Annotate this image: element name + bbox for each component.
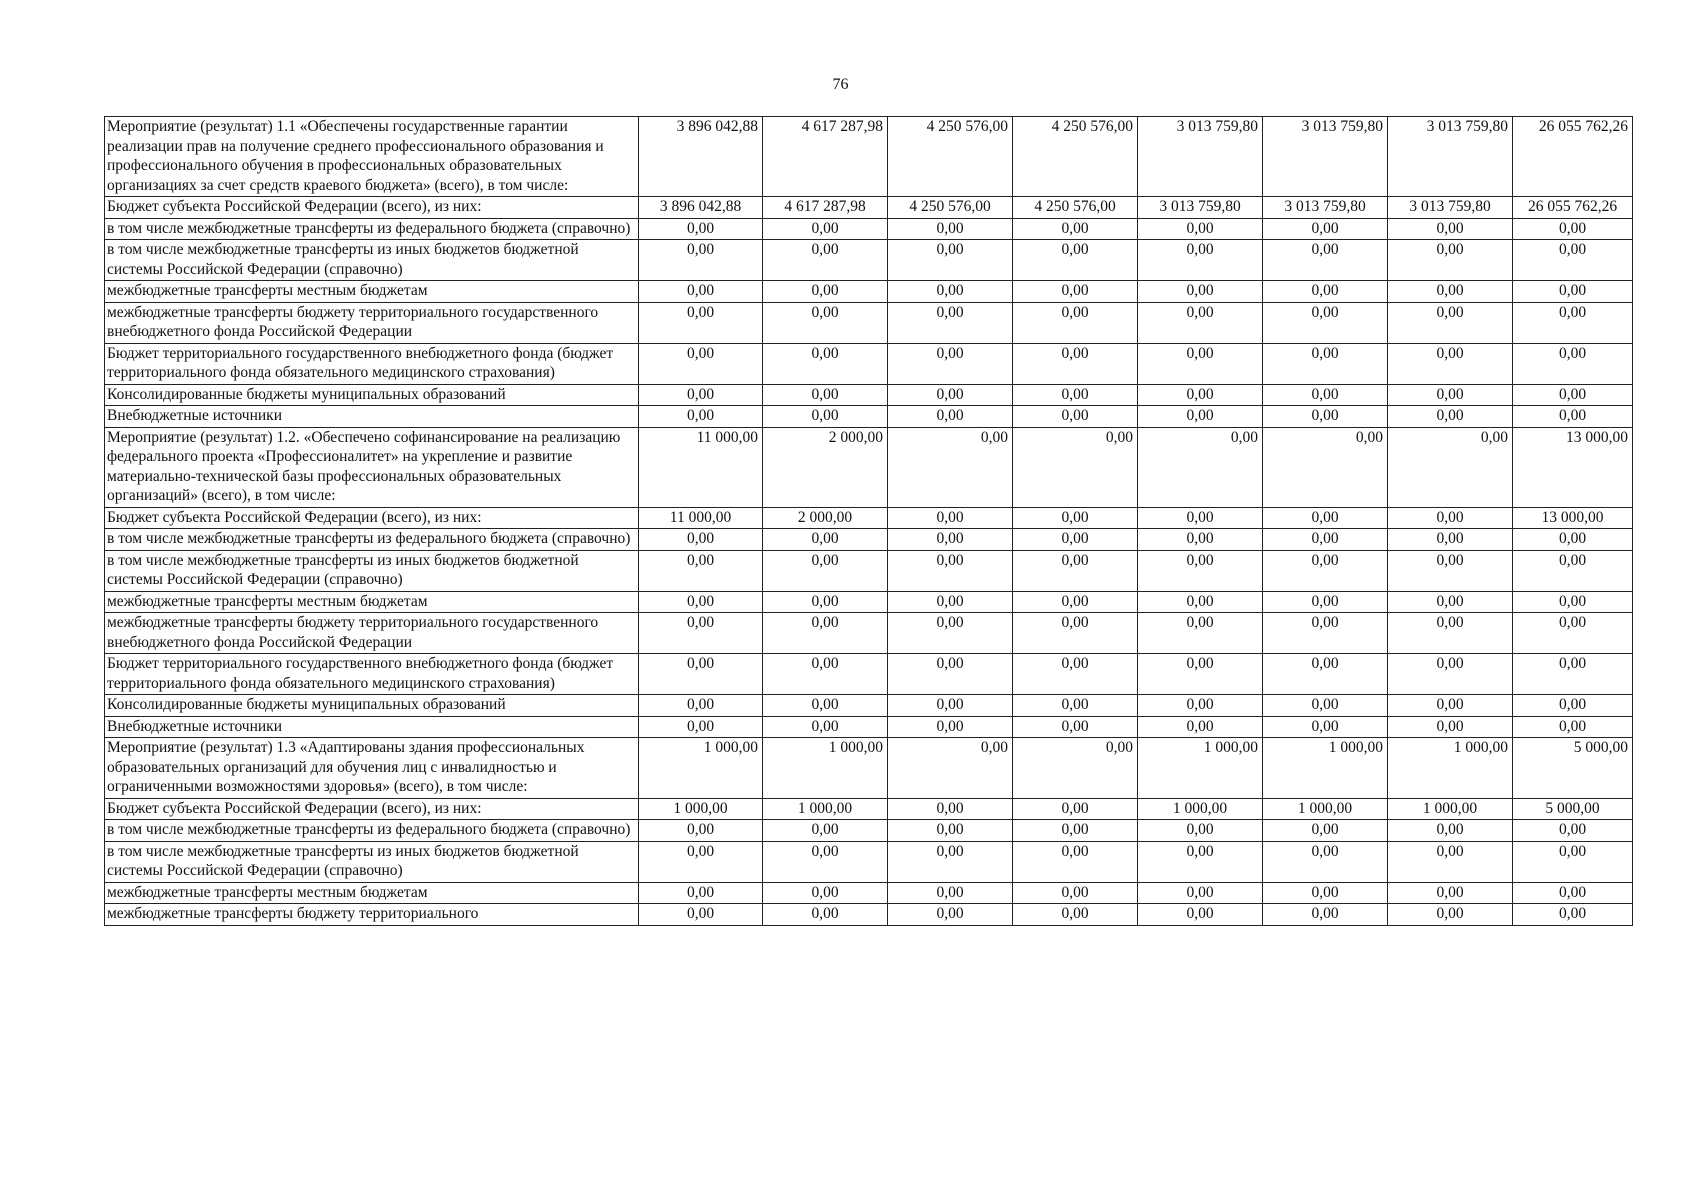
value-cell: 0,00 [763,820,888,842]
value-cell: 0,00 [888,550,1013,591]
value-cell: 0,00 [888,820,1013,842]
total-cell: 5 000,00 [1513,798,1633,820]
row-label: межбюджетные трансферты местным бюджетам [105,882,639,904]
value-cell: 0,00 [1013,591,1138,613]
value-cell: 0,00 [763,302,888,343]
row-label: Внебюджетные источники [105,406,639,428]
value-cell: 4 250 576,00 [1013,197,1138,219]
row-label: межбюджетные трансферты бюджету территориального государственного внебюджетного фонда Российской Федерации [105,613,639,654]
total-cell: 0,00 [1513,820,1633,842]
total-cell: 0,00 [1513,529,1633,551]
value-cell: 0,00 [1263,716,1388,738]
value-cell: 4 250 576,00 [1013,117,1138,197]
value-cell: 0,00 [1013,281,1138,303]
total-cell: 0,00 [1513,550,1633,591]
value-cell: 0,00 [1013,384,1138,406]
row-label: Внебюджетные источники [105,716,639,738]
total-cell: 26 055 762,26 [1513,117,1633,197]
value-cell: 3 896 042,88 [639,197,763,219]
value-cell: 0,00 [888,841,1013,882]
value-cell: 0,00 [1013,820,1138,842]
value-cell: 0,00 [888,240,1013,281]
value-cell: 0,00 [1138,820,1263,842]
value-cell: 1 000,00 [1263,798,1388,820]
value-cell: 1 000,00 [763,738,888,799]
source-row [105,820,1633,842]
row-label: в том числе межбюджетные трансферты из иных бюджетов бюджетной системы Российской Федерации (справочно) [105,240,639,281]
value-cell: 0,00 [1013,738,1138,799]
value-cell: 0,00 [1138,613,1263,654]
source-row [105,695,1633,717]
total-cell: 0,00 [1513,695,1633,717]
value-cell: 0,00 [639,240,763,281]
value-cell: 0,00 [888,654,1013,695]
value-cell: 1 000,00 [1388,738,1513,799]
value-cell: 0,00 [1013,695,1138,717]
value-cell: 0,00 [763,654,888,695]
value-cell: 0,00 [1138,550,1263,591]
table-body [105,117,1633,926]
value-cell: 0,00 [1263,841,1388,882]
source-row [105,197,1633,219]
value-cell: 0,00 [1138,343,1263,384]
row-label: Консолидированные бюджеты муниципальных образований [105,695,639,717]
value-cell: 3 013 759,80 [1388,197,1513,219]
row-label: в том числе межбюджетные трансферты из федерального бюджета (справочно) [105,529,639,551]
value-cell: 0,00 [639,654,763,695]
total-cell: 0,00 [1513,841,1633,882]
value-cell: 0,00 [1263,406,1388,428]
total-cell: 0,00 [1513,343,1633,384]
value-cell: 0,00 [1263,240,1388,281]
value-cell: 0,00 [1388,591,1513,613]
row-label: Бюджет субъекта Российской Федерации (всего), из них: [105,197,639,219]
value-cell: 0,00 [1013,613,1138,654]
value-cell: 4 617 287,98 [763,197,888,219]
value-cell: 0,00 [1013,529,1138,551]
source-row [105,841,1633,882]
value-cell: 11 000,00 [639,427,763,507]
value-cell: 0,00 [888,529,1013,551]
value-cell: 0,00 [639,695,763,717]
value-cell: 0,00 [1388,406,1513,428]
value-cell: 0,00 [1263,343,1388,384]
source-row [105,406,1633,428]
value-cell: 0,00 [1388,343,1513,384]
value-cell: 0,00 [1138,904,1263,926]
value-cell: 0,00 [639,882,763,904]
value-cell: 0,00 [888,281,1013,303]
value-cell: 0,00 [1013,841,1138,882]
value-cell: 0,00 [1263,218,1388,240]
value-cell: 0,00 [1388,841,1513,882]
value-cell: 0,00 [763,218,888,240]
value-cell: 0,00 [1263,654,1388,695]
value-cell: 0,00 [639,550,763,591]
source-row [105,550,1633,591]
value-cell: 0,00 [1388,384,1513,406]
value-cell: 0,00 [763,695,888,717]
total-cell: 0,00 [1513,654,1633,695]
value-cell: 0,00 [1013,507,1138,529]
row-label: Бюджет субъекта Российской Федерации (всего), из них: [105,798,639,820]
total-cell: 13 000,00 [1513,427,1633,507]
value-cell: 0,00 [1138,716,1263,738]
value-cell: 0,00 [1138,281,1263,303]
value-cell: 0,00 [1263,529,1388,551]
row-label: Мероприятие (результат) 1.3 «Адаптированы здания профессиональных образовательных организаций для обучения лиц с инвалидностью и ограниченными возможностями здоровья» (всего), в том числе: [105,738,639,799]
row-label: Мероприятие (результат) 1.2. «Обеспечено софинансирование на реализацию федерального проекта «Профессионалитет» на укрепление и развитие материально-технической базы профессиональных образовательных организаций» (всего), в том числе: [105,427,639,507]
value-cell: 0,00 [1013,550,1138,591]
value-cell: 0,00 [1013,218,1138,240]
source-row [105,882,1633,904]
value-cell: 0,00 [639,613,763,654]
value-cell: 4 250 576,00 [888,197,1013,219]
value-cell: 1 000,00 [1138,798,1263,820]
value-cell: 0,00 [639,384,763,406]
value-cell: 0,00 [1138,591,1263,613]
value-cell: 0,00 [1388,550,1513,591]
value-cell: 0,00 [763,240,888,281]
value-cell: 0,00 [1013,798,1138,820]
value-cell: 0,00 [1138,427,1263,507]
value-cell: 0,00 [888,613,1013,654]
value-cell: 1 000,00 [639,798,763,820]
row-label: межбюджетные трансферты бюджету территориального [105,904,639,926]
value-cell: 0,00 [1388,613,1513,654]
value-cell: 0,00 [763,882,888,904]
value-cell: 0,00 [1263,591,1388,613]
value-cell: 3 013 759,80 [1388,117,1513,197]
value-cell: 0,00 [1388,240,1513,281]
total-cell: 13 000,00 [1513,507,1633,529]
value-cell: 3 013 759,80 [1138,117,1263,197]
value-cell: 0,00 [888,738,1013,799]
value-cell: 0,00 [1388,695,1513,717]
value-cell: 0,00 [1138,841,1263,882]
value-cell: 0,00 [888,882,1013,904]
row-label: межбюджетные трансферты местным бюджетам [105,281,639,303]
value-cell: 0,00 [1388,218,1513,240]
value-cell: 0,00 [1013,302,1138,343]
value-cell: 0,00 [1388,820,1513,842]
value-cell: 0,00 [1388,716,1513,738]
value-cell: 0,00 [888,798,1013,820]
value-cell: 0,00 [639,841,763,882]
row-label: межбюджетные трансферты местным бюджетам [105,591,639,613]
row-label: Бюджет субъекта Российской Федерации (всего), из них: [105,507,639,529]
row-label: межбюджетные трансферты бюджету территориального государственного внебюджетного фонда Российской Федерации [105,302,639,343]
value-cell: 0,00 [1013,406,1138,428]
row-label: Мероприятие (результат) 1.1 «Обеспечены государственные гарантии реализации прав на получение среднего профессионального образования и профессионального обучения в профессиональных образовательных организациях за счет средств краевого бюджета» (всего), в том числе: [105,117,639,197]
activity-row [105,117,1633,197]
total-cell: 5 000,00 [1513,738,1633,799]
source-row [105,613,1633,654]
value-cell: 0,00 [1388,529,1513,551]
value-cell: 1 000,00 [1263,738,1388,799]
source-row [105,302,1633,343]
value-cell: 0,00 [639,529,763,551]
source-row [105,716,1633,738]
value-cell: 0,00 [639,343,763,384]
value-cell: 0,00 [763,550,888,591]
total-cell: 0,00 [1513,613,1633,654]
total-cell: 0,00 [1513,240,1633,281]
value-cell: 0,00 [639,302,763,343]
value-cell: 3 013 759,80 [1138,197,1263,219]
value-cell: 0,00 [1388,281,1513,303]
activity-row [105,738,1633,799]
value-cell: 0,00 [1013,427,1138,507]
value-cell: 1 000,00 [1388,798,1513,820]
value-cell: 0,00 [1013,240,1138,281]
value-cell: 1 000,00 [1138,738,1263,799]
value-cell: 0,00 [888,343,1013,384]
source-row [105,904,1633,926]
value-cell: 0,00 [639,820,763,842]
total-cell: 0,00 [1513,384,1633,406]
value-cell: 0,00 [1013,716,1138,738]
total-cell: 0,00 [1513,904,1633,926]
value-cell: 0,00 [763,613,888,654]
value-cell: 0,00 [1138,654,1263,695]
value-cell: 0,00 [1138,302,1263,343]
value-cell: 0,00 [763,529,888,551]
value-cell: 0,00 [1013,343,1138,384]
value-cell: 0,00 [888,218,1013,240]
value-cell: 0,00 [639,904,763,926]
value-cell: 0,00 [1263,820,1388,842]
value-cell: 0,00 [1388,904,1513,926]
value-cell: 0,00 [888,507,1013,529]
value-cell: 0,00 [639,406,763,428]
value-cell: 0,00 [763,904,888,926]
value-cell: 0,00 [1263,550,1388,591]
page-number: 76 [832,76,849,93]
source-row [105,240,1633,281]
source-row [105,798,1633,820]
value-cell: 0,00 [1013,882,1138,904]
value-cell: 0,00 [763,591,888,613]
value-cell: 3 013 759,80 [1263,117,1388,197]
total-cell: 0,00 [1513,882,1633,904]
value-cell: 1 000,00 [763,798,888,820]
value-cell: 0,00 [1263,281,1388,303]
value-cell: 0,00 [1263,613,1388,654]
value-cell: 0,00 [1013,654,1138,695]
total-cell: 0,00 [1513,302,1633,343]
value-cell: 0,00 [1388,654,1513,695]
total-cell: 0,00 [1513,591,1633,613]
source-row [105,281,1633,303]
value-cell: 0,00 [1263,695,1388,717]
row-label: в том числе межбюджетные трансферты из иных бюджетов бюджетной системы Российской Федерации (справочно) [105,550,639,591]
budget-table [104,116,1633,926]
value-cell: 0,00 [888,695,1013,717]
total-cell: 0,00 [1513,218,1633,240]
value-cell: 0,00 [639,716,763,738]
value-cell: 0,00 [763,384,888,406]
value-cell: 0,00 [1138,695,1263,717]
value-cell: 4 250 576,00 [888,117,1013,197]
value-cell: 0,00 [1388,427,1513,507]
value-cell: 0,00 [888,302,1013,343]
value-cell: 0,00 [763,716,888,738]
value-cell: 0,00 [888,384,1013,406]
row-label: в том числе межбюджетные трансферты из федерального бюджета (справочно) [105,218,639,240]
total-cell: 26 055 762,26 [1513,197,1633,219]
source-row [105,343,1633,384]
value-cell: 2 000,00 [763,507,888,529]
value-cell: 0,00 [888,591,1013,613]
total-cell: 0,00 [1513,406,1633,428]
value-cell: 4 617 287,98 [763,117,888,197]
value-cell: 0,00 [1263,882,1388,904]
source-row [105,529,1633,551]
value-cell: 0,00 [639,281,763,303]
total-cell: 0,00 [1513,281,1633,303]
value-cell: 0,00 [1138,507,1263,529]
value-cell: 0,00 [763,841,888,882]
value-cell: 0,00 [888,427,1013,507]
value-cell: 0,00 [888,904,1013,926]
row-label: в том числе межбюджетные трансферты из иных бюджетов бюджетной системы Российской Федерации (справочно) [105,841,639,882]
value-cell: 0,00 [1388,882,1513,904]
source-row [105,654,1633,695]
source-row [105,218,1633,240]
value-cell: 0,00 [888,716,1013,738]
value-cell: 0,00 [1263,507,1388,529]
source-row [105,591,1633,613]
value-cell: 0,00 [1388,302,1513,343]
source-row [105,384,1633,406]
value-cell: 0,00 [1138,406,1263,428]
value-cell: 0,00 [1263,302,1388,343]
value-cell: 0,00 [1388,507,1513,529]
total-cell: 0,00 [1513,716,1633,738]
value-cell: 0,00 [1263,427,1388,507]
value-cell: 0,00 [1138,529,1263,551]
value-cell: 0,00 [1263,384,1388,406]
value-cell: 0,00 [763,281,888,303]
activity-row [105,427,1633,507]
source-row [105,507,1633,529]
value-cell: 0,00 [639,218,763,240]
value-cell: 0,00 [1263,904,1388,926]
value-cell: 0,00 [1138,882,1263,904]
value-cell: 3 013 759,80 [1263,197,1388,219]
value-cell: 1 000,00 [639,738,763,799]
value-cell: 0,00 [1138,218,1263,240]
value-cell: 0,00 [763,343,888,384]
row-label: Консолидированные бюджеты муниципальных образований [105,384,639,406]
row-label: в том числе межбюджетные трансферты из федерального бюджета (справочно) [105,820,639,842]
row-label: Бюджет территориального государственного внебюджетного фонда (бюджет территориального фонда обязательного медицинского страхования) [105,654,639,695]
row-label: Бюджет территориального государственного внебюджетного фонда (бюджет территориального фонда обязательного медицинского страхования) [105,343,639,384]
value-cell: 3 896 042,88 [639,117,763,197]
value-cell: 0,00 [639,591,763,613]
value-cell: 11 000,00 [639,507,763,529]
value-cell: 0,00 [1138,384,1263,406]
value-cell: 0,00 [1138,240,1263,281]
value-cell: 0,00 [1013,904,1138,926]
value-cell: 0,00 [888,406,1013,428]
value-cell: 0,00 [763,406,888,428]
value-cell: 2 000,00 [763,427,888,507]
